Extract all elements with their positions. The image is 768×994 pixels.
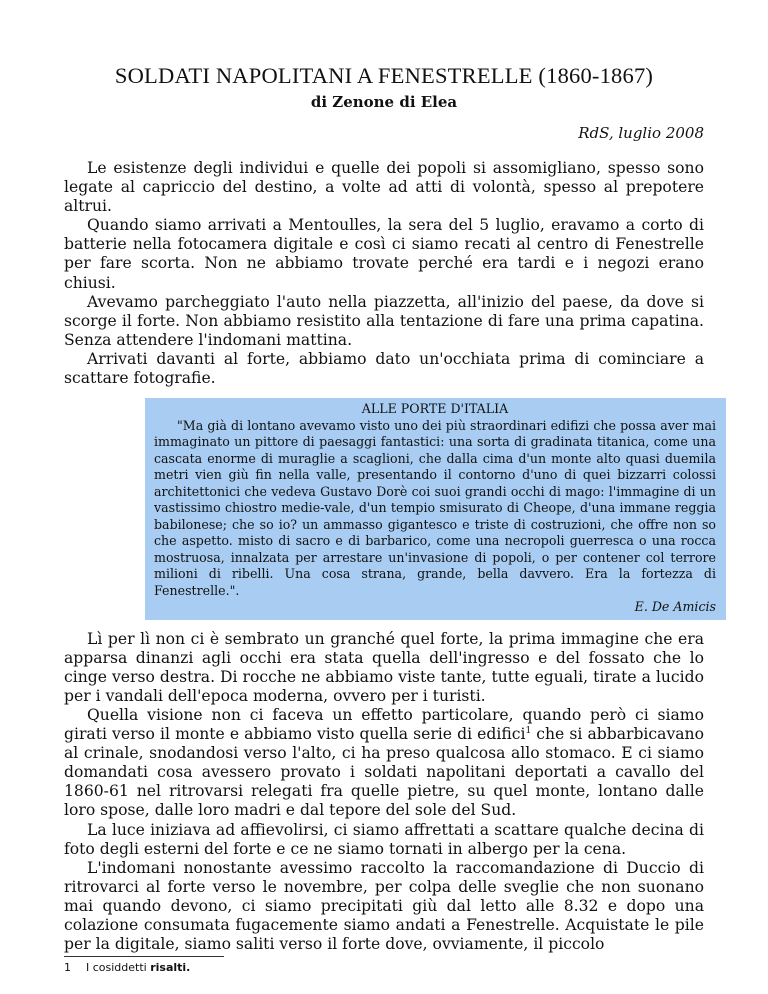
article-body — [64, 159, 716, 954]
footnote — [64, 961, 190, 974]
footnote-divider — [64, 956, 224, 957]
footnote-text: I cosiddetti — [86, 961, 151, 974]
page-title: SOLDATI NAPOLITANI A FENESTRELLE (1860-1867) — [114, 63, 654, 88]
paragraph: Le esistenze degli individui e quelle dei popoli si assomigliano, spesso sono legate al capriccio del destino, a volte ad atti di volontà, spesso al prepotere altrui. — [64, 159, 704, 216]
quote-author: E. De Amicis — [634, 599, 716, 615]
quote-box — [145, 398, 726, 620]
footnote-reference[interactable]: 1 — [525, 725, 532, 736]
author-line: di Zenone di Elea — [310, 93, 458, 111]
paragraph: Arrivati davanti al forte, abbiamo dato un'occhiata prima di cominciare a scattare fotografie. — [64, 349, 704, 388]
quote-text: "Ma già di lontano avevamo visto uno dei più straordinari edifizi che possa aver mai immaginato un pittore di paesaggi fantastici: una sorta di gradinata titanica, come una cascata enorme di muraglie a scaglioni, che dalla cima d'un monte alto quasi duemila metri vien giù fin nella valle, presentando il contorno d'uno di quei bizzarri colossi architettonici che vedeva Gustavo Dorè coi suoi grandi occhi di mago: l'immagine di un vastissimo chiostro medie-vale, d'un tempio smisurato di Cheope, d'una immane reggia babilonese; che so io? un ammasso gigantesco e triste di costruzioni, che offre non so che aspetto. misto di sacro e di barbarico, come una necropoli guerresca o una rocca mostruosa, innalzata per arrestare un'invasione di popoli, o per contener col terrore milioni di ribelli. Una cosa strana, grande, bella davvero. Era la fortezza di Fenestrelle.". — [154, 417, 716, 598]
paragraph-text: Quella visione non ci faceva un effetto particolare, quando però ci siamo girati verso il monte e abbiamo visto quella serie di edifici — [64, 706, 704, 744]
paragraph — [64, 706, 704, 821]
footnote-bold-term: risalti. — [150, 961, 191, 974]
paragraph: Avevamo parcheggiato l'auto nella piazzetta, all'inizio del paese, da dove si scorge il forte. Non abbiamo resistito alla tentazione di fare una prima capatina. Senza attendere l'indomani mattina. — [64, 292, 704, 349]
paragraph: La luce iniziava ad affievolirsi, ci siamo affrettati a scattare qualche decina di foto degli esterni del forte e ce ne siamo tornati in albergo per la cena. — [64, 820, 704, 858]
quote-title: ALLE PORTE D'ITALIA — [361, 401, 509, 417]
date-line: RdS, luglio 2008 — [578, 124, 704, 142]
paragraph: Lì per lì non ci è sembrato un granché quel forte, la prima immagine che era apparsa dinanzi agli occhi era stata quella dell'ingresso e del fossato che lo cinge verso destra. Di rocche ne abbiamo viste tante, tutte eguali, tirate a lucido per i vandali dell'epoca moderna, ovvero per i turisti. — [64, 629, 704, 705]
footnote-number: 1 — [64, 961, 71, 974]
paragraph-text: che si abbarbicavano al crinale, snodandosi verso l'alto, ci ha preso qualcosa allo stomaco. E ci siamo domandati cosa avessero provato i soldati napolitani deportati a cavallo del 1860-61 nel ritrovarsi relegati fra quelle pietre, su quel monte, lontano dalle loro spose, dalle loro madri e dal tepore del sole del Sud. — [64, 725, 704, 820]
paragraph: Quando siamo arrivati a Mentoulles, la sera del 5 luglio, eravamo a corto di batterie nella fotocamera digitale e così ci siamo recati al centro di Fenestrelle per fare scorta. Non ne abbiamo trovate perché era tardi e i negozi erano chiusi. — [64, 216, 704, 292]
paragraph: L'indomani nonostante avessimo raccolto la raccomandazione di Duccio di ritrovarci al forte verso le novembre, per colpa delle sveglie che non suonano mai quando devono, ci siamo precipitati giù dal letto alle 8.32 e dopo una colazione consumata fugacemente siamo andati a Fenestrelle. Acquistate le pile per la digitale, siamo saliti verso il forte dove, ovviamente, il piccolo — [64, 858, 704, 954]
